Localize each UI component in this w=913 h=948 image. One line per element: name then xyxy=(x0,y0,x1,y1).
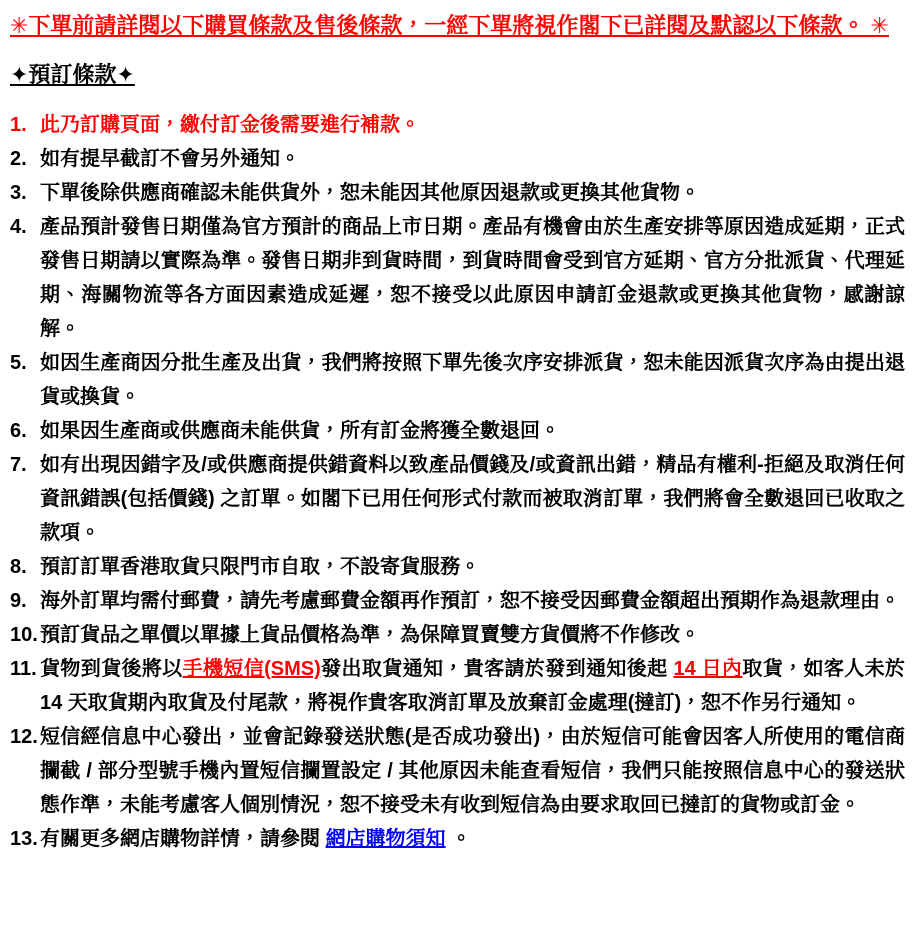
term-item-5 xyxy=(10,346,905,414)
term-number: 4. xyxy=(10,216,27,238)
term-text-segment: 產品預計發售日期僅為官方預計的商品上市日期。產品有機會由於生產安排等原因造成延期，正式發售日期請以實際為準。發售日期非到貨時間，到貨時間會受到官方延期、官方分批派貨、代理延期、海關物流等各方面因素造成延遲，恕不接受以此原因申請訂金退款或更換其他貨物，感謝諒解。 xyxy=(40,216,905,340)
term-text xyxy=(40,550,905,584)
store-shopping-guide-link[interactable]: 網店購物須知 xyxy=(325,828,446,850)
term-item-2 xyxy=(10,142,905,176)
term-text-segment: 貨物到貨後將以 xyxy=(40,658,183,680)
term-text-segment: 下單後除供應商確認未能供貨外，恕未能因其他原因退款或更換其他貨物。 xyxy=(40,182,700,204)
term-number: 5. xyxy=(10,352,27,374)
term-number: 12. xyxy=(10,726,38,748)
term-number: 1. xyxy=(10,114,27,136)
section-title-booking-terms: ✦預訂條款✦ xyxy=(10,62,135,87)
term-text xyxy=(40,618,905,652)
term-text xyxy=(40,720,905,822)
term-text-segment: 此乃訂購頁面，繳付訂金後需要進行補款。 xyxy=(40,114,420,136)
term-text xyxy=(40,210,905,346)
term-item-13 xyxy=(10,822,905,856)
term-item-1 xyxy=(10,108,905,142)
term-text xyxy=(40,822,905,856)
highlighted-red-text: 14 日內 xyxy=(673,658,743,680)
term-item-9 xyxy=(10,584,905,618)
term-number: 11. xyxy=(10,658,37,680)
term-item-7 xyxy=(10,448,905,550)
term-number: 6. xyxy=(10,420,27,442)
term-text-segment: 預訂訂單香港取貨只限門市自取，不設寄貨服務。 xyxy=(40,556,480,578)
pre-order-warning-header: ✳下單前請詳閱以下購買條款及售後條款，一經下單將視作閣下已詳閱及默認以下條款。 ✳ xyxy=(10,13,889,38)
term-text-segment: 發出取貨通知，貴客請於發到通知後起 xyxy=(320,658,674,680)
term-text xyxy=(40,448,905,550)
term-number: 2. xyxy=(10,148,27,170)
term-text xyxy=(40,142,905,176)
term-text-segment: 如有出現因錯字及/或供應商提供錯資料以致產品價錢及/或資訊出錯，精品有權利-拒絕及取消任何資訊錯誤(包括價錢) 之訂單。如閣下已用任何形式付款而被取消訂單，我們將會全數退回已收取之款項。 xyxy=(40,454,905,544)
term-number: 7. xyxy=(10,454,27,476)
term-text-segment: 海外訂單均需付郵費，請先考慮郵費金額再作預訂，恕不接受因郵費金額超出預期作為退款理由。 xyxy=(40,590,900,612)
term-text-segment: 有關更多網店購物詳情，請參閱 xyxy=(40,828,326,850)
term-text xyxy=(40,346,905,414)
term-text xyxy=(40,584,905,618)
term-item-3 xyxy=(10,176,905,210)
terms-list xyxy=(10,108,905,856)
term-text xyxy=(40,108,905,142)
term-number: 10. xyxy=(10,624,38,646)
term-text xyxy=(40,414,905,448)
term-number: 9. xyxy=(10,590,27,612)
highlighted-red-text: 手機短信(SMS) xyxy=(182,658,321,680)
term-text-segment: 。 xyxy=(445,828,472,850)
term-item-12 xyxy=(10,720,905,822)
term-text-segment: 如因生產商因分批生產及出貨，我們將按照下單先後次序安排派貨，恕未能因派貨次序為由提出退貨或換貨。 xyxy=(40,352,905,408)
term-text-segment: 如有提早截訂不會另外通知。 xyxy=(40,148,300,170)
term-text-segment: 預訂貨品之單價以單據上貨品價格為準，為保障買賣雙方貨價將不作修改。 xyxy=(40,624,700,646)
term-number: 3. xyxy=(10,182,27,204)
term-text-segment: 短信經信息中心發出，並會記錄發送狀態(是否成功發出)，由於短信可能會因客人所使用的電信商攔截 / 部分型號手機內置短信攔置設定 / 其他原因未能查看短信，我們只能按照信息中心的發送狀態作準，未能考慮客人個別情況，恕不接受未有收到短信為由要求取回已撻訂的貨物或訂金。 xyxy=(40,726,905,816)
term-item-4 xyxy=(10,210,905,346)
term-text xyxy=(40,652,905,720)
term-text-segment: 取貨，如客人未於 14 天取貨期內取貨及付尾款，將視作貴客取消訂單及放棄訂金處理(撻訂)，恕不作另行通知。 xyxy=(40,658,906,714)
term-text xyxy=(40,176,905,210)
term-item-10 xyxy=(10,618,905,652)
term-item-11 xyxy=(10,652,905,720)
term-text-segment: 如果因生產商或供應商未能供貨，所有訂金將獲全數退回。 xyxy=(40,420,560,442)
term-item-6 xyxy=(10,414,905,448)
term-item-8 xyxy=(10,550,905,584)
term-number: 13. xyxy=(10,828,38,850)
term-number: 8. xyxy=(10,556,27,578)
